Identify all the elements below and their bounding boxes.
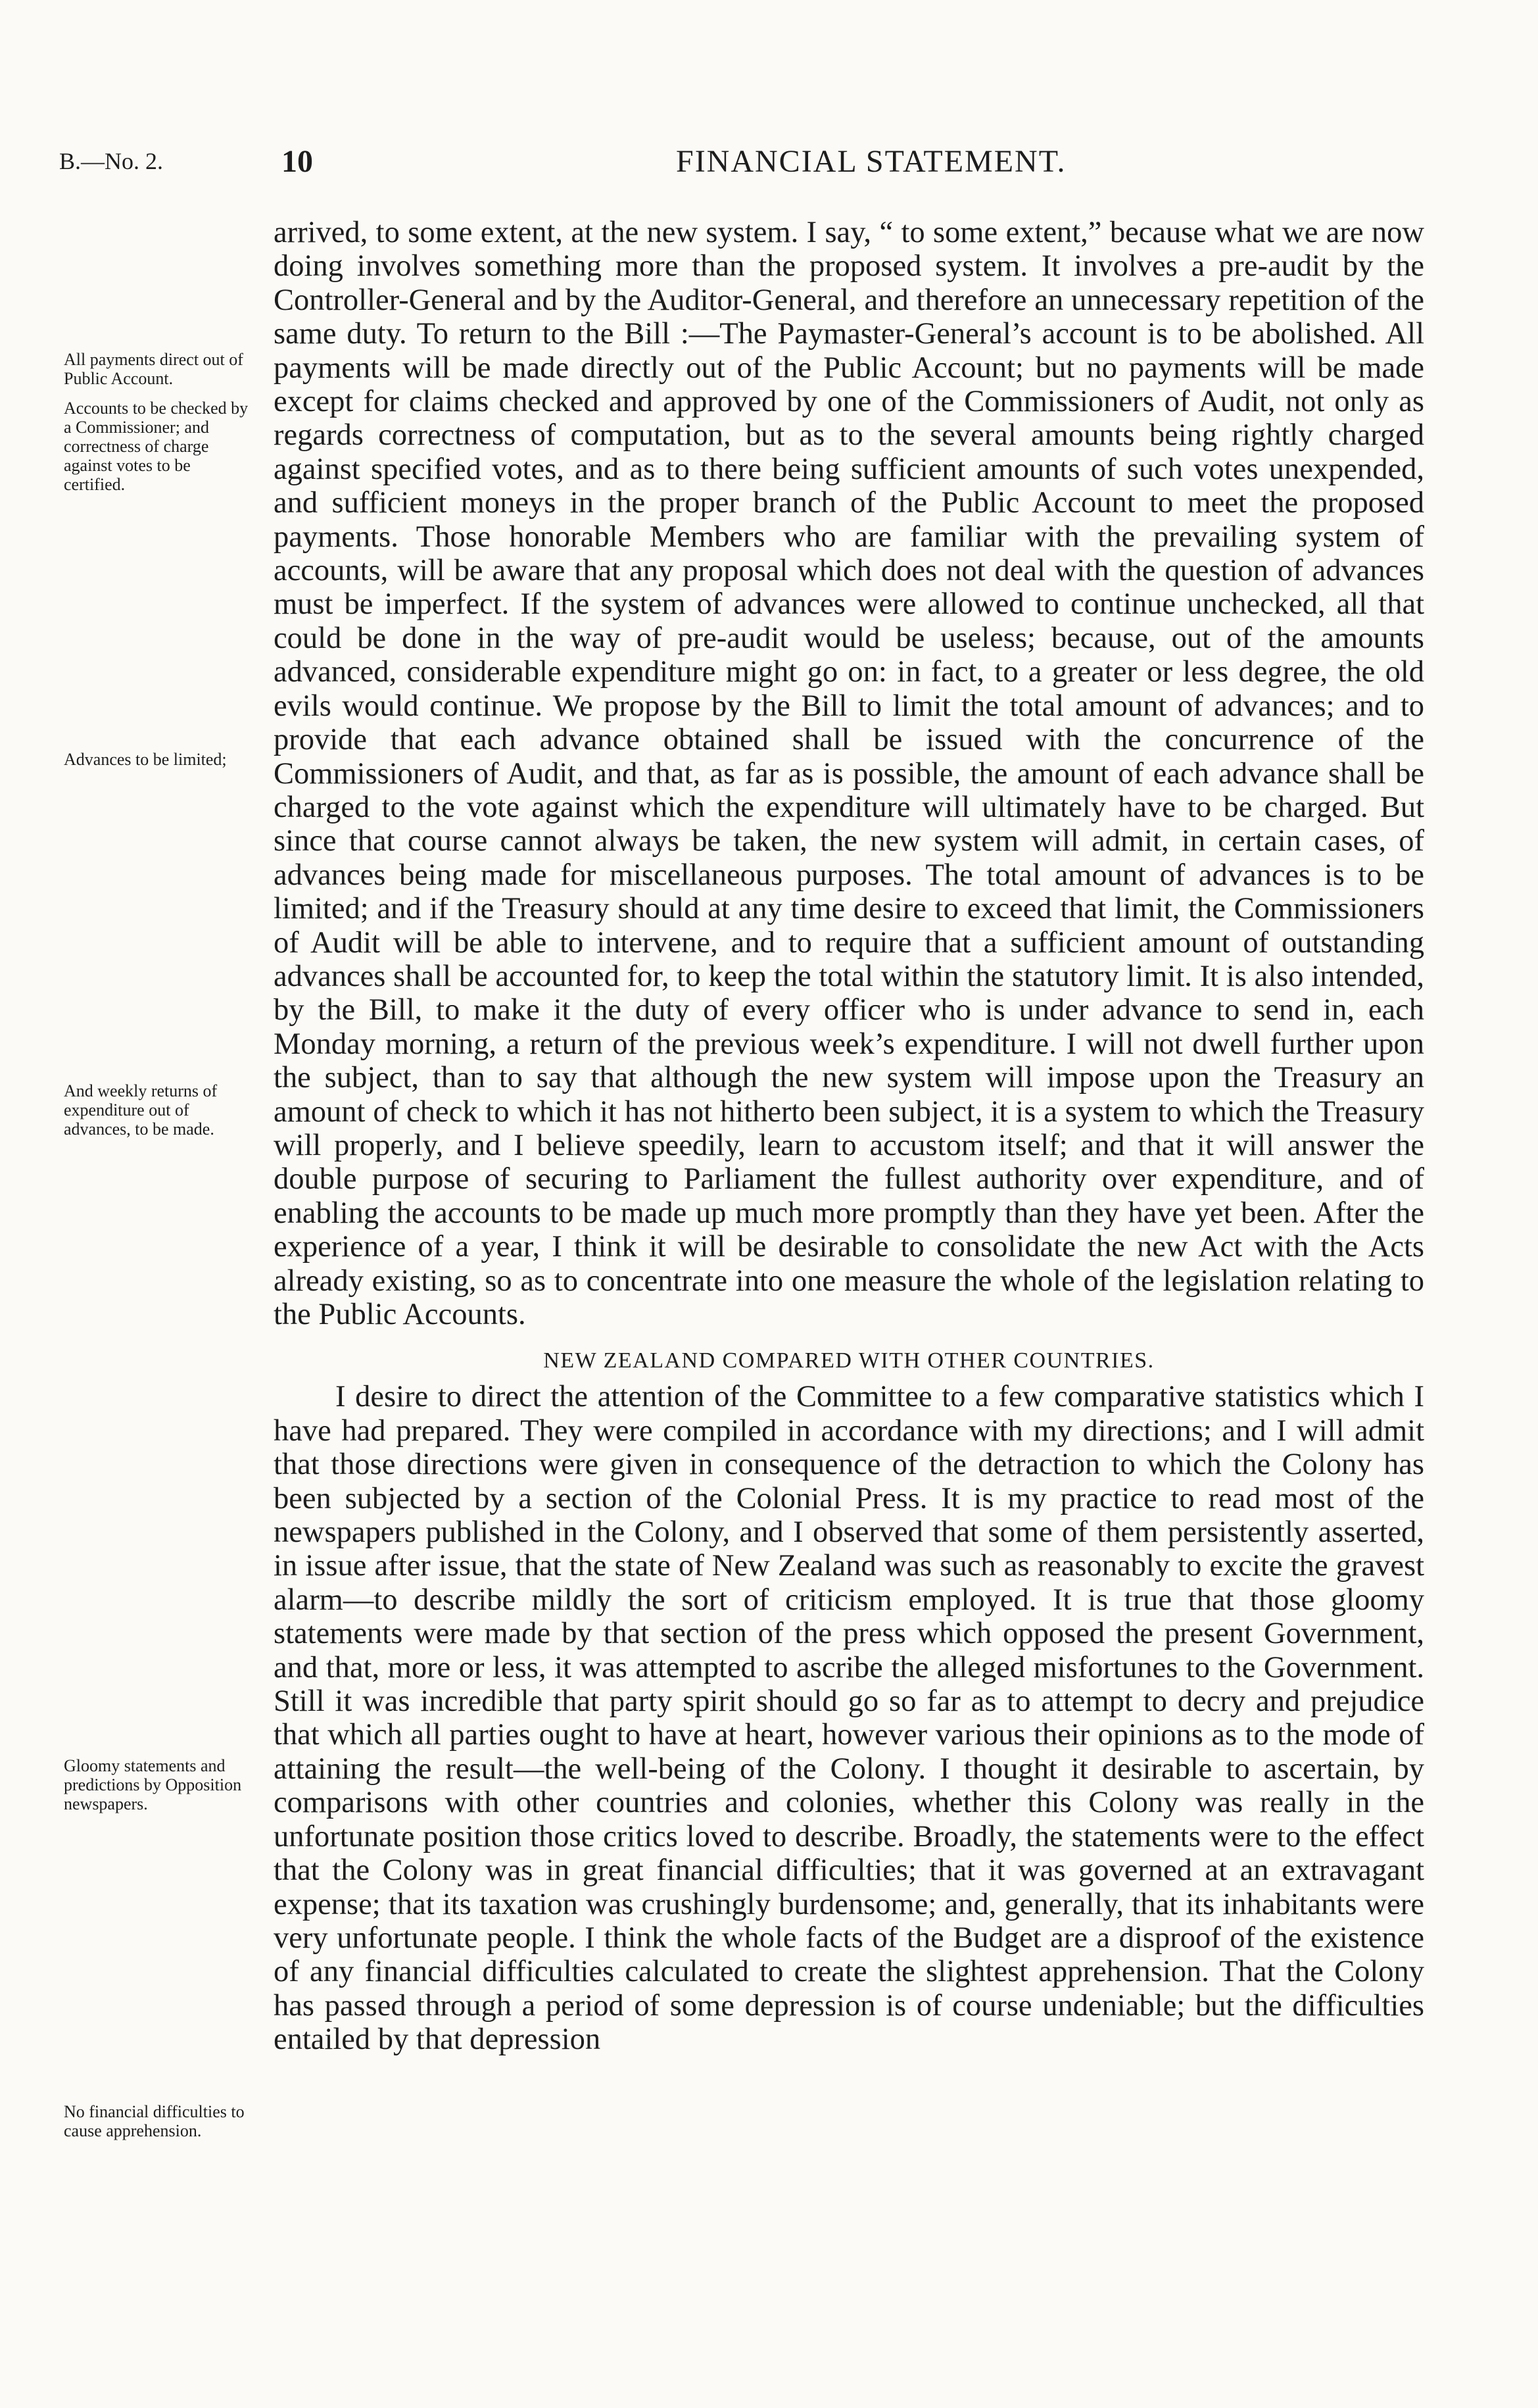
page-header <box>59 143 1374 189</box>
section-heading: NEW ZEALAND COMPARED WITH OTHER COUNTRIES. <box>543 1348 1155 1373</box>
margin-note-payments: All payments direct out of Public Account. <box>64 350 243 388</box>
running-title: FINANCIAL STATEMENT. <box>676 144 1067 179</box>
margin-note-advances: Advances to be limited; <box>64 750 227 769</box>
document-reference: B.—No. 2. <box>59 148 164 174</box>
paragraph: arrived, to some extent, at the new system. I say, “ to some extent,” because what we are now doing involves something more than the proposed system. It involves a pre-audit by the Controller-General and by the Auditor-General, and therefore an unnecessary repetition of the same duty. To return to the Bill :—The Paymaster-General’s account is to be abolished. All payments will be made directly out of the Public Account; but no payments will be made except for claims checked and approved by one of the Commissioners of Audit, not only as regards correctness of computation, but as to the several amounts being rightly charged against specified votes, and as to there being sufficient amounts of such votes unexpended, and sufficient moneys in the proper branch of the Public Account to meet the proposed payments. Those honorable Members who are familiar with the prevailing system of accounts, will be aware that any proposal which does not deal with the question of advances must be imperfect. If the system of advances were allowed to continue unchecked, all that could be done in the way of pre-audit would be useless; because, out of the amounts advanced, considerable expenditure might go on: in fact, to a greater or less degree, the old evils would continue. We propose by the Bill to limit the total amount of advances; and to provide that each advance obtained shall be issued with the concurrence of the Commissioners of Audit, and that, as far as is possible, the amount of each advance shall be charged to the vote against which the expenditure will ultimately have to be charged. But since that course cannot always be taken, the new system will admit, in certain cases, of advances being made for miscellaneous purposes. The total amount of advances is to be limited; and if the Treasury should at any time desire to exceed that limit, the Commissioners of Audit will be able to intervene, and to require that a sufficient amount of outstanding advances shall be accounted for, to keep the total within the statutory limit. It is also intended, by the Bill, to make it the duty of every officer who is under advance to send in, each Monday morning, a return of the previous week’s expenditure. I will not dwell further upon the subject, than to say that although the new system will impose upon the Treasury an amount of check to which it has not hitherto been subject, it is a system to which the Treasury will properly, and I believe speedily, learn to accustom itself; and that it will answer the double purpose of securing to Parliament the fullest authority over expenditure, and of enabling the accounts to be made up much more promptly than they have yet been. After the experience of a year, I think it will be desirable to consolidate the new Act with the Acts already existing, so as to concentrate into one measure the whole of the legislation relating to the Public Accounts. <box>274 216 1424 1331</box>
margin-note-accounts: Accounts to be checked by a Commissioner; and correctness of charge against votes to be certified. <box>64 399 249 494</box>
margin-note-no-difficulties: No financial difficulties to cause apprehension. <box>64 2102 245 2140</box>
page-number: 10 <box>281 144 313 179</box>
margin-note-weekly-returns: And weekly returns of expenditure out of advances, to be made. <box>64 1081 218 1139</box>
paragraph: I desire to direct the attention of the Committee to a few comparative statistics which I have had prepared. They were compiled in accordance with my directions; and I will admit that those directions were given in consequence of the detraction to which the Colony has been subjected by a section of the Colonial Press. It is my practice to read most of the newspapers published in the Colony, and I observed that some of them persistently asserted, in issue after issue, that the state of New Zealand was such as reasonably to excite the gravest alarm—to describe mildly the sort of criticism employed. It is true that those gloomy statements were made by that section of the press which opposed the present Government, and that, more or less, it was attempted to ascribe the alleged misfortunes to the Government. Still it was incredible that party spirit should go so far as to attempt to decry and prejudice that which all parties ought to have at heart, however various their opinions as to the mode of attaining the result—the well-being of the Colony. I thought it desirable to ascertain, by comparisons with other countries and colonies, whether this Colony was really in the unfortunate position those critics loved to describe. Broadly, the statements were to the effect that the Colony was in great financial difficulties; that it was governed at an extravagant expense; that its taxation was crushingly burdensome; and, generally, that its inhabitants were very unfortunate people. I think the whole facts of the Budget are a disproof of the existence of any financial difficulties calculated to create the slightest apprehension. That the Colony has passed through a period of some depression is of course undeniable; but the difficulties entailed by that depression <box>274 1380 1424 2057</box>
main-text <box>274 216 1424 2057</box>
margin-note-gloomy-statements: Gloomy statements and predictions by Opposition newspapers. <box>64 1756 242 1813</box>
